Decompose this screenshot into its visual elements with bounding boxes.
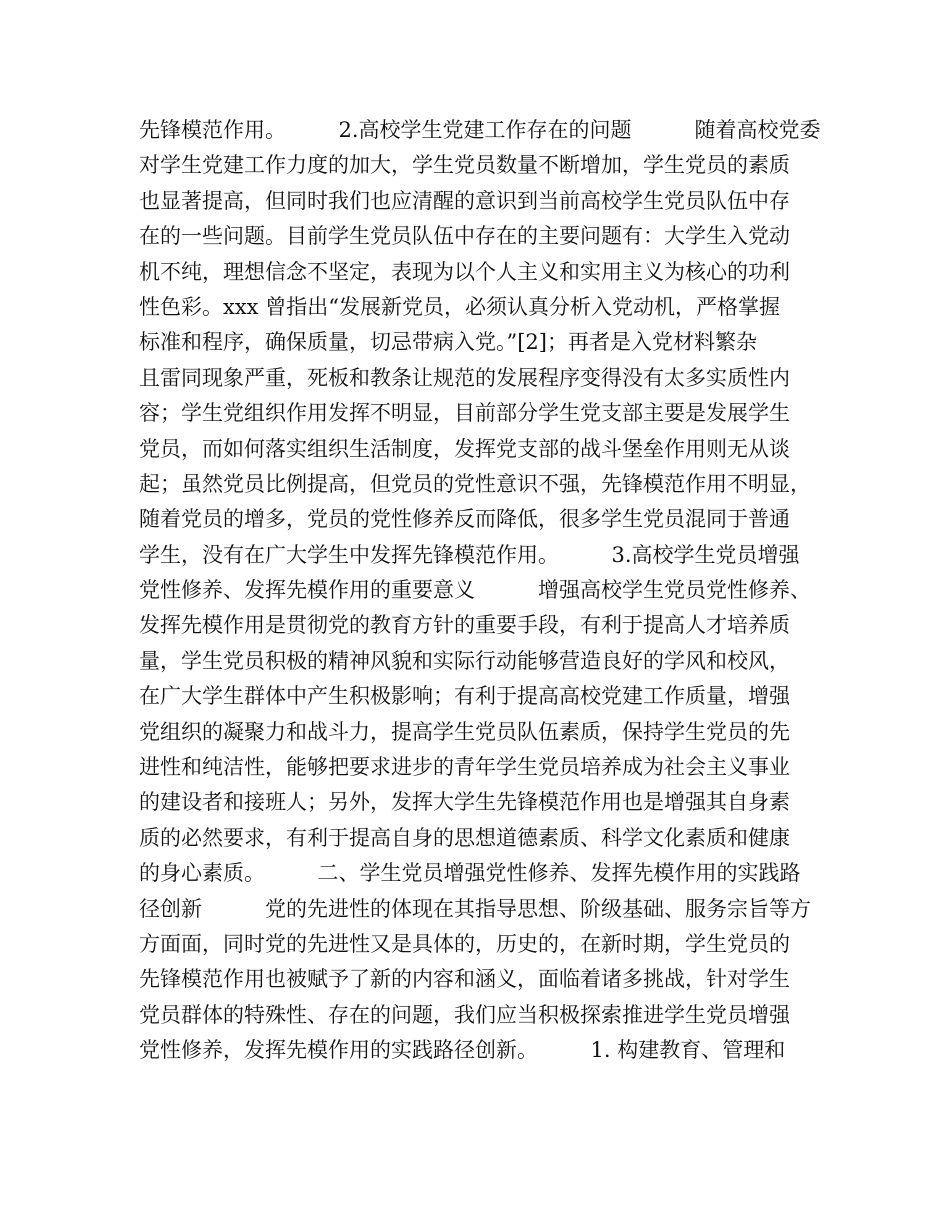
- text-line: 的身心素质。 二、学生党员增强党性修养、发挥先模作用的实践路: [139, 861, 801, 886]
- text-line: 也显著提高，但同时我们也应清醒的意识到当前高校学生党员队伍中存: [139, 188, 790, 213]
- text-line: 先锋模范作用也被赋予了新的内容和涵义，面临着诸多挑战，针对学生: [139, 967, 790, 992]
- text-line: 党员，而如何落实组织生活制度，发挥党支部的战斗堡垒作用则无从谈: [139, 436, 790, 461]
- text-line: 发挥先模作用是贯彻党的教育方针的重要手段，有利于提高人才培养质: [139, 613, 790, 638]
- text-line: 的建设者和接班人；另外，发挥大学生先锋模范作用也是增强其自身素: [139, 790, 790, 815]
- text-line: 党员群体的特殊性、存在的问题，我们应当积极探索推进学生党员增强: [139, 1002, 790, 1027]
- text-line: 性色彩。xxx 曾指出“发展新党员，必须认真分析入党动机，严格掌握: [139, 294, 780, 319]
- text-line: 先锋模范作用。 2.高校学生党建工作存在的问题 随着高校党委: [139, 118, 821, 142]
- text-line: 党性修养、发挥先模作用的重要意义 增强高校学生党员党性修养、: [139, 578, 811, 603]
- text-line: 量，学生党员积极的精神风貌和实际行动能够营造良好的学风和校风，: [139, 648, 790, 673]
- text-line: 进性和纯洁性，能够把要求进步的青年学生党员培养成为社会主义事业: [139, 755, 790, 780]
- text-line: 标准和程序，确保质量，切忌带病入党。”[2]；再者是入党材料繁杂: [139, 330, 757, 355]
- text-line: 党性修养，发挥先模作用的实践路径创新。 1. 构建教育、管理和: [139, 1038, 786, 1063]
- text-line: 对学生党建工作力度的加大，学生党员数量不断增加，学生党员的素质: [139, 153, 790, 178]
- text-line: 机不纯，理想信念不坚定，表现为以个人主义和实用主义为核心的功利: [139, 259, 790, 284]
- text-line: 党组织的凝聚力和战斗力，提高学生党员队伍素质，保持学生党员的先: [139, 719, 790, 744]
- text-line: 且雷同现象严重，死板和教条让规范的发展程序变得没有太多实质性内: [139, 365, 790, 390]
- text-line: 起；虽然党员比例提高，但党员的党性意识不强，先锋模范作用不明显，: [139, 471, 811, 496]
- text-line: 质的必然要求，有利于提高自身的思想道德素质、科学文化素质和健康: [139, 825, 790, 850]
- body-text: [139, 113, 829, 1069]
- text-line: 在广大学生群体中产生积极影响；有利于提高高校党建工作质量，增强: [139, 684, 790, 709]
- text-line: 方面面，同时党的先进性又是具体的，历史的，在新时期，学生党员的: [139, 931, 790, 956]
- text-line: 学生，没有在广大学生中发挥先锋模范作用。 3.高校学生党员增强: [139, 542, 800, 567]
- text-line: 在的一些问题。目前学生党员队伍中存在的主要问题有：大学生入党动: [139, 224, 790, 249]
- text-line: 径创新 党的先进性的体现在其指导思想、阶级基础、服务宗旨等方: [139, 896, 811, 921]
- text-line: 容；学生党组织作用发挥不明显，目前部分学生党支部主要是发展学生: [139, 401, 790, 426]
- text-line: 随着党员的增多，党员的党性修养反而降低，很多学生党员混同于普通: [139, 507, 790, 532]
